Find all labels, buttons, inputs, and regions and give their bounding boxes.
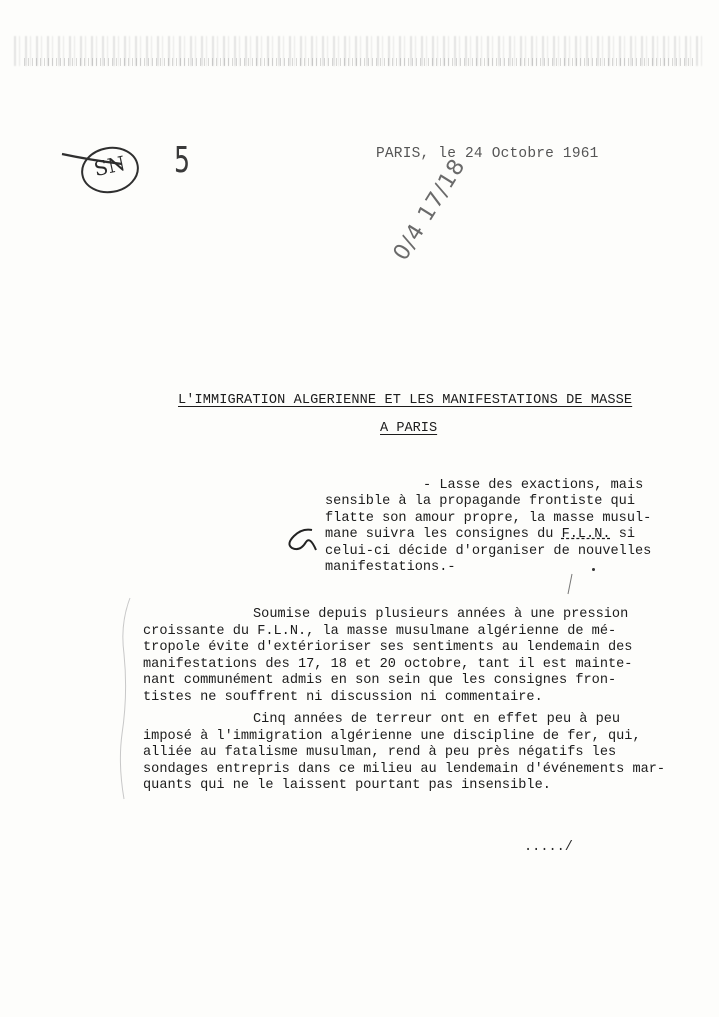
stamp-initials: SN — [91, 151, 128, 181]
summary-line: celui-ci décide d'organiser de nouvelles — [325, 543, 652, 559]
paragraph-line: manifestations des 17, 18 et 20 octobre, tant il est mainte- — [143, 656, 633, 672]
document-title: L'IMMIGRATION ALGERIENNE ET LES MANIFESTATIONS DE MASSE — [178, 393, 633, 408]
dateline: PARIS, le 24 Octobre 1961 — [376, 146, 599, 162]
summary-block — [325, 478, 705, 576]
summary-line — [325, 527, 705, 543]
paragraph-line: tistes ne souffrent ni discussion ni commentaire. — [143, 689, 543, 705]
pencil-tick-mark — [564, 572, 576, 601]
paragraph-line: alliée au fatalisme musulman, rend à peu près négatifs les — [143, 745, 617, 761]
paragraph-line: quants qui ne le laissent pourtant pas insensible. — [143, 778, 551, 794]
summary-line-tail: si — [610, 527, 636, 543]
paragraph-line: nant communément admis en son sein que les consignes fron- — [143, 673, 617, 689]
margin-alpha-mark — [282, 526, 318, 559]
continuation-mark: ...../ — [524, 840, 573, 855]
margin-scratch — [112, 594, 142, 809]
fln-abbreviation: F.L.N. — [561, 527, 611, 543]
page-number: 5 — [174, 140, 191, 181]
document-title-line2: A PARIS — [380, 421, 438, 436]
summary-line: flatte son amour propre, la masse musul- — [325, 510, 652, 526]
paragraph-line: tropole évite d'extérioriser ses sentiments au lendemain des — [143, 640, 633, 656]
summary-line: manifestations.- — [325, 560, 456, 576]
handwritten-reference: 0/4 17/18 — [388, 154, 471, 265]
paragraph-1 — [143, 607, 703, 707]
paragraph-line: sondages entrepris dans ce milieu au lendemain d'événements mar- — [143, 761, 666, 777]
scan-noise-top-line — [24, 58, 694, 66]
paragraph-line: croissante du F.L.N., la masse musulmane algérienne de mé- — [143, 623, 617, 639]
paragraph-2 — [143, 712, 703, 795]
sn-stamp — [60, 134, 160, 204]
paragraph-line: Soumise depuis plusieurs années à une pression — [253, 607, 629, 622]
summary-line: sensible à la propagande frontiste qui — [325, 494, 635, 510]
ink-dot — [592, 568, 595, 571]
paragraph-line: Cinq années de terreur ont en effet peu à peu — [253, 712, 621, 727]
summary-line: - Lasse des exactions, mais — [423, 478, 644, 493]
paragraph-line: imposé à l'immigration algérienne une discipline de fer, qui, — [143, 728, 641, 744]
summary-line-start: mane suivra les consignes du — [325, 527, 562, 543]
